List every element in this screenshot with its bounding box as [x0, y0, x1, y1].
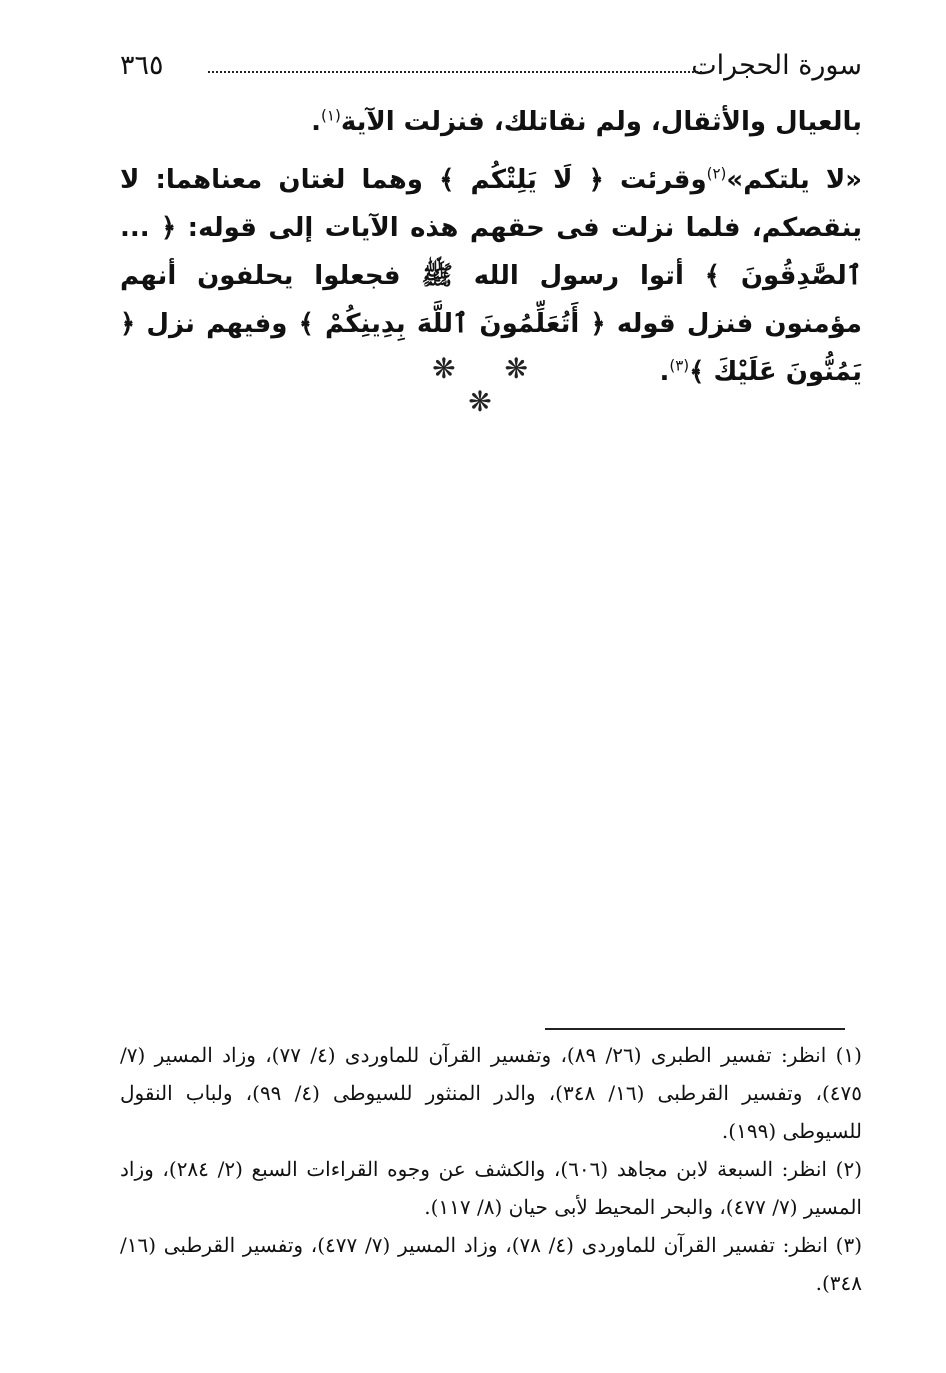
- page-number: ٣٦٥: [120, 50, 164, 81]
- paragraph-2-lemma: «لا يلتكم»: [726, 165, 862, 195]
- footnote-text: انظر: تفسير الطبرى (٢٦/ ٨٩)، وتفسير القرآن للماوردى (٤/ ٧٧)، وزاد المسير (٧/ ٤٧٥)، وتفسير القرطبى (١٦/ ٣٤٨)، والدر المنثور للسيوطى (٤/ ٩٩)، ولباب النقول للسيوطى (١٩٩).: [120, 1043, 862, 1143]
- footnote-text: انظر: تفسير القرآن للماوردى (٤/ ٧٨)، وزاد المسير (٧/ ٤٧٧)، وتفسير القرطبى (١٦/ ٣٤٨).: [120, 1233, 862, 1295]
- footnote-ref-1: (١): [321, 106, 341, 125]
- footnote-number: (٣): [835, 1233, 862, 1257]
- footnotes: [120, 1036, 862, 1302]
- footnote-divider: [545, 1028, 845, 1030]
- running-header: [120, 46, 862, 86]
- paragraph-2-end: .: [659, 357, 670, 387]
- footnote-text: انظر: السبعة لابن مجاهد (٦٠٦)، والكشف عن وجوه القراءات السبع (٢/ ٢٨٤)، وزاد المسير (٧/ ٤٧٧)، والبحر المحيط لأبى حيان (٨/ ١١٧).: [120, 1157, 862, 1219]
- section-separator: ❋ ❋ ❋: [432, 352, 548, 418]
- paragraph-2-text: وقرئت ﴿ لَا يَلِتْكُم ﴾ وهما لغتان معناهما: لا ينقصكم، فلما نزلت فى حقهم هذه الآيات إلى قوله: ﴿ ... ٱلصَّٰدِقُونَ ﴾ أتوا رسول الله ﷺ فجعلوا يحلفون أنهم مؤمنون فنزل قوله ﴿ أَتُعَلِّمُونَ ٱللَّهَ بِدِينِكُمْ ﴾ وفيهم نزل ﴿ يَمُنُّونَ عَلَيْكَ ﴾: [120, 165, 862, 387]
- footnote-ref-3: (٣): [669, 356, 690, 375]
- footnote-number: (٢): [835, 1157, 862, 1181]
- paragraph-1-text: بالعيال والأثقال، ولم نقاتلك، فنزلت الآية: [340, 107, 862, 137]
- paragraph-1: [120, 98, 862, 146]
- footnote-1: [120, 1036, 862, 1150]
- footnote-ref-2: (٢): [706, 164, 727, 183]
- chapter-title: سورة الحجرات: [691, 50, 862, 81]
- footnote-2: [120, 1150, 862, 1226]
- footnote-3: [120, 1226, 862, 1302]
- footnote-number: (١): [835, 1043, 862, 1067]
- leader-dots: [208, 71, 702, 73]
- paragraph-1-end: .: [311, 107, 322, 137]
